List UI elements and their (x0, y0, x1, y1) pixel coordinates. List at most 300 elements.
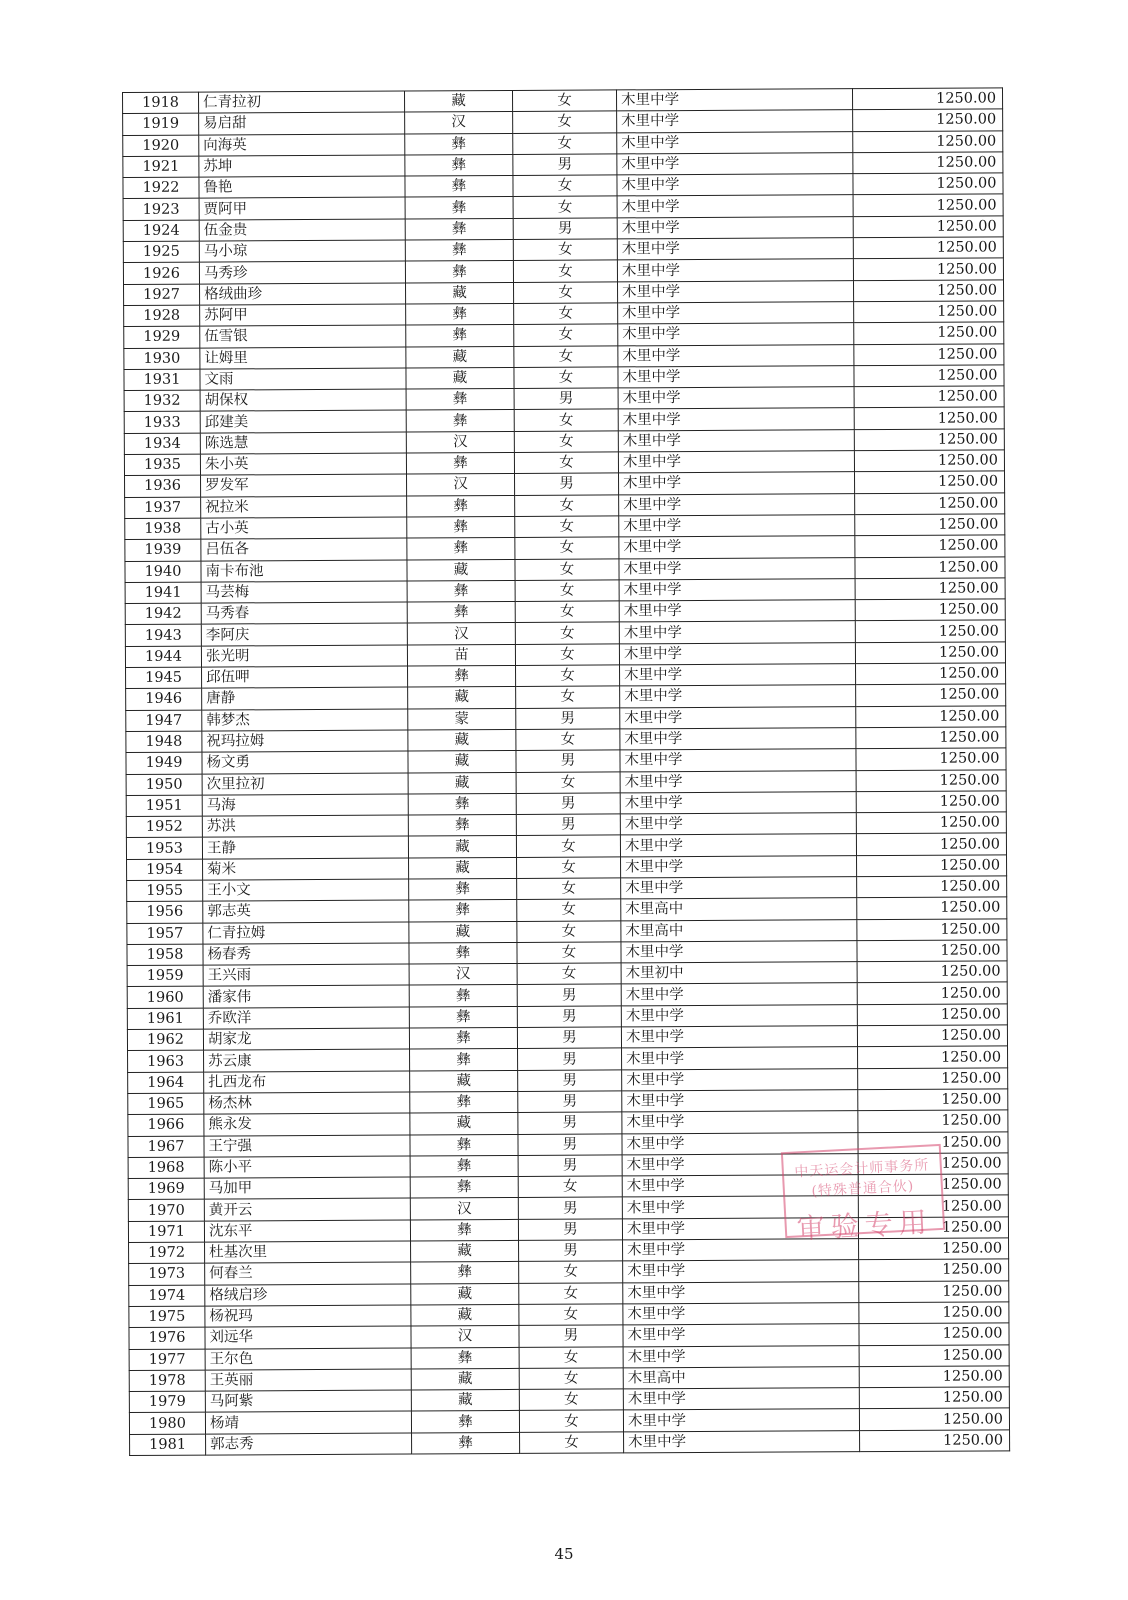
gender-cell: 女 (515, 580, 619, 602)
row-number-cell: 1930 (124, 348, 200, 370)
gender-cell: 女 (514, 303, 618, 325)
school-cell: 木里中学 (620, 813, 856, 836)
school-cell: 木里中学 (617, 238, 853, 261)
row-number-cell: 1979 (129, 1391, 205, 1413)
student-name-cell: 祝拉米 (201, 496, 407, 518)
ethnicity-cell: 彝 (410, 1091, 518, 1113)
gender-cell: 女 (517, 942, 621, 964)
row-number-cell: 1975 (129, 1306, 205, 1328)
row-number-cell: 1959 (127, 965, 203, 987)
student-name-cell: 马加甲 (204, 1177, 410, 1199)
row-number-cell: 1942 (125, 603, 201, 625)
student-name-cell: 苏阿甲 (200, 304, 406, 326)
student-name-cell: 次里拉初 (202, 773, 408, 795)
ethnicity-cell: 彝 (405, 133, 513, 155)
gender-cell: 女 (516, 665, 620, 687)
school-cell: 木里中学 (618, 451, 854, 474)
gender-cell: 男 (518, 1155, 622, 1177)
ethnicity-cell: 藏 (411, 1304, 519, 1326)
row-number-cell: 1960 (127, 987, 203, 1009)
gender-cell: 男 (517, 1027, 621, 1049)
school-cell: 木里中学 (619, 600, 855, 623)
school-cell: 木里中学 (621, 941, 857, 964)
amount-cell: 1250.00 (860, 1430, 1010, 1452)
gender-cell: 女 (515, 537, 619, 559)
row-number-cell: 1958 (127, 944, 203, 966)
ethnicity-cell: 藏 (407, 559, 515, 581)
row-number-cell: 1971 (128, 1221, 204, 1243)
school-cell: 木里中学 (622, 1068, 858, 1091)
student-name-cell: 杨靖 (205, 1411, 411, 1433)
school-cell: 木里中学 (623, 1239, 859, 1262)
student-name-cell: 文雨 (200, 368, 406, 390)
amount-cell: 1250.00 (859, 1280, 1009, 1302)
student-name-cell: 沈东平 (204, 1220, 410, 1242)
gender-cell: 男 (518, 1112, 622, 1134)
student-name-cell: 菊米 (203, 858, 409, 880)
row-number-cell: 1931 (124, 369, 200, 391)
student-name-cell: 杨祝玛 (205, 1305, 411, 1327)
amount-cell: 1250.00 (858, 1089, 1008, 1111)
school-cell: 木里中学 (622, 1047, 858, 1070)
amount-cell: 1250.00 (859, 1259, 1009, 1281)
gender-cell: 女 (515, 516, 619, 538)
school-cell: 木里中学 (620, 770, 856, 793)
gender-cell: 男 (517, 984, 621, 1006)
school-cell: 木里中学 (624, 1430, 860, 1453)
student-name-cell: 南卡布池 (201, 560, 407, 582)
ethnicity-cell: 汉 (407, 474, 515, 496)
ethnicity-cell: 藏 (408, 836, 516, 858)
row-number-cell: 1962 (127, 1029, 203, 1051)
school-cell: 木里高中 (621, 898, 857, 921)
ethnicity-cell: 藏 (404, 90, 512, 112)
student-name-cell: 邱伍呷 (202, 666, 408, 688)
amount-cell: 1250.00 (855, 535, 1005, 557)
student-name-cell: 杨春秀 (203, 943, 409, 965)
gender-cell: 男 (518, 1219, 622, 1241)
student-name-cell: 让姆里 (200, 347, 406, 369)
student-name-cell: 马芸梅 (201, 581, 407, 603)
gender-cell: 女 (514, 367, 618, 389)
row-number-cell: 1951 (126, 795, 202, 817)
amount-cell: 1250.00 (857, 1025, 1007, 1047)
amount-cell: 1250.00 (859, 1366, 1009, 1388)
school-cell: 木里中学 (622, 1154, 858, 1177)
school-cell: 木里中学 (620, 706, 856, 729)
gender-cell: 男 (519, 1325, 623, 1347)
student-name-cell: 胡保权 (200, 389, 406, 411)
school-cell: 木里中学 (617, 280, 853, 303)
row-number-cell: 1964 (128, 1072, 204, 1094)
amount-cell: 1250.00 (853, 258, 1003, 280)
school-cell: 木里中学 (620, 834, 856, 857)
gender-cell: 女 (516, 835, 620, 857)
amount-cell: 1250.00 (856, 727, 1006, 749)
amount-cell: 1250.00 (858, 1068, 1008, 1090)
amount-cell: 1250.00 (854, 386, 1004, 408)
school-cell: 木里中学 (617, 195, 853, 218)
gender-cell: 女 (513, 260, 617, 282)
amount-cell: 1250.00 (854, 471, 1004, 493)
gender-cell: 女 (517, 857, 621, 879)
gender-cell: 女 (520, 1432, 624, 1454)
row-number-cell: 1972 (129, 1242, 205, 1264)
gender-cell: 女 (516, 729, 620, 751)
student-name-cell: 王宁强 (204, 1135, 410, 1157)
amount-cell: 1250.00 (854, 429, 1004, 451)
amount-cell: 1250.00 (853, 280, 1003, 302)
student-name-cell: 苏洪 (202, 815, 408, 837)
amount-cell: 1250.00 (857, 897, 1007, 919)
ethnicity-cell: 藏 (411, 1283, 519, 1305)
ethnicity-cell: 藏 (411, 1240, 519, 1262)
student-name-cell: 王小文 (203, 879, 409, 901)
student-name-cell: 马阿紫 (205, 1390, 411, 1412)
gender-cell: 女 (512, 90, 616, 112)
student-name-cell: 杨文勇 (202, 751, 408, 773)
school-cell: 木里中学 (622, 1175, 858, 1198)
row-number-cell: 1922 (123, 177, 199, 199)
student-name-cell: 易启甜 (199, 112, 405, 134)
ethnicity-cell: 藏 (406, 282, 514, 304)
gender-cell: 女 (515, 622, 619, 644)
gender-cell: 女 (518, 1176, 622, 1198)
gender-cell: 女 (514, 409, 618, 431)
roster-table (122, 87, 1010, 1456)
school-cell: 木里中学 (620, 728, 856, 751)
ethnicity-cell: 藏 (408, 687, 516, 709)
school-cell: 木里中学 (618, 429, 854, 452)
amount-cell: 1250.00 (853, 152, 1003, 174)
amount-cell: 1250.00 (852, 88, 1002, 110)
student-name-cell: 王英丽 (205, 1369, 411, 1391)
row-number-cell: 1928 (124, 305, 200, 327)
ethnicity-cell: 彝 (407, 495, 515, 517)
gender-cell: 男 (516, 814, 620, 836)
amount-cell: 1250.00 (854, 407, 1004, 429)
school-cell: 木里高中 (623, 1366, 859, 1389)
student-name-cell: 马秀春 (201, 602, 407, 624)
roster-body (123, 88, 1010, 1456)
ethnicity-cell: 藏 (409, 921, 517, 943)
ethnicity-cell: 藏 (411, 1390, 519, 1412)
school-cell: 木里中学 (619, 557, 855, 580)
gender-cell: 女 (513, 175, 617, 197)
row-number-cell: 1929 (124, 326, 200, 348)
amount-cell: 1250.00 (859, 1302, 1009, 1324)
ethnicity-cell: 藏 (408, 772, 516, 794)
school-cell: 木里中学 (619, 642, 855, 665)
gender-cell: 女 (515, 495, 619, 517)
row-number-cell: 1945 (126, 667, 202, 689)
student-name-cell: 伍金贵 (199, 219, 405, 241)
ethnicity-cell: 蒙 (408, 708, 516, 730)
gender-cell: 女 (515, 644, 619, 666)
row-number-cell: 1949 (126, 752, 202, 774)
amount-cell: 1250.00 (858, 1195, 1008, 1217)
amount-cell: 1250.00 (858, 1174, 1008, 1196)
ethnicity-cell: 汉 (409, 964, 517, 986)
gender-cell: 女 (519, 1283, 623, 1305)
row-number-cell: 1956 (127, 901, 203, 923)
ethnicity-cell: 彝 (405, 154, 513, 176)
student-name-cell: 苏云康 (204, 1049, 410, 1071)
student-name-cell: 向海英 (199, 134, 405, 156)
stamp-line-1: 中天运会计师事务所(特殊普通合伙) (794, 1157, 930, 1200)
school-cell: 木里中学 (618, 408, 854, 431)
amount-cell: 1250.00 (856, 684, 1006, 706)
ethnicity-cell: 汉 (406, 431, 514, 453)
gender-cell: 女 (513, 111, 617, 133)
student-name-cell: 伍雪银 (200, 325, 406, 347)
table-row (130, 1430, 1010, 1456)
amount-cell: 1250.00 (856, 833, 1006, 855)
school-cell: 木里中学 (623, 1303, 859, 1326)
amount-cell: 1250.00 (855, 578, 1005, 600)
row-number-cell: 1981 (130, 1434, 206, 1456)
row-number-cell: 1943 (125, 625, 201, 647)
ethnicity-cell: 彝 (409, 1006, 517, 1028)
school-cell: 木里中学 (622, 1217, 858, 1240)
amount-cell: 1250.00 (858, 1110, 1008, 1132)
gender-cell: 女 (519, 1389, 623, 1411)
ethnicity-cell: 彝 (406, 389, 514, 411)
ethnicity-cell: 苗 (407, 644, 515, 666)
amount-cell: 1250.00 (859, 1387, 1009, 1409)
school-cell: 木里中学 (623, 1281, 859, 1304)
school-cell: 木里中学 (617, 153, 853, 176)
row-number-cell: 1952 (126, 816, 202, 838)
student-name-cell: 邱建美 (200, 410, 406, 432)
school-cell: 木里中学 (620, 791, 856, 814)
gender-cell: 男 (514, 388, 618, 410)
row-number-cell: 1969 (128, 1178, 204, 1200)
student-name-cell: 苏坤 (199, 155, 405, 177)
student-name-cell: 杜基次里 (205, 1241, 411, 1263)
row-number-cell: 1974 (129, 1285, 205, 1307)
ethnicity-cell: 彝 (406, 410, 514, 432)
student-name-cell: 陈选慧 (200, 432, 406, 454)
amount-cell: 1250.00 (856, 791, 1006, 813)
student-name-cell: 刘远华 (205, 1326, 411, 1348)
row-number-cell: 1933 (124, 412, 200, 434)
row-number-cell: 1937 (125, 497, 201, 519)
row-number-cell: 1973 (129, 1263, 205, 1285)
row-number-cell: 1963 (128, 1050, 204, 1072)
gender-cell: 女 (513, 196, 617, 218)
amount-cell: 1250.00 (858, 1046, 1008, 1068)
gender-cell: 女 (514, 431, 618, 453)
student-name-cell: 王静 (202, 836, 408, 858)
student-name-cell: 鲁艳 (199, 176, 405, 198)
gender-cell: 男 (513, 154, 617, 176)
amount-cell: 1250.00 (857, 876, 1007, 898)
ethnicity-cell: 彝 (408, 665, 516, 687)
amount-cell: 1250.00 (859, 1408, 1009, 1430)
gender-cell: 女 (516, 686, 620, 708)
ethnicity-cell: 彝 (407, 580, 515, 602)
gender-cell: 女 (514, 452, 618, 474)
gender-cell: 女 (519, 1410, 623, 1432)
school-cell: 木里中学 (623, 1345, 859, 1368)
student-name-cell: 黄开云 (204, 1198, 410, 1220)
ethnicity-cell: 彝 (409, 878, 517, 900)
gender-cell: 女 (515, 558, 619, 580)
ethnicity-cell: 彝 (407, 538, 515, 560)
ethnicity-cell: 彝 (411, 1347, 519, 1369)
ethnicity-cell: 藏 (406, 367, 514, 389)
row-number-cell: 1965 (128, 1093, 204, 1115)
gender-cell: 男 (518, 1133, 622, 1155)
school-cell: 木里中学 (619, 472, 855, 495)
gender-cell: 男 (513, 218, 617, 240)
amount-cell: 1250.00 (856, 769, 1006, 791)
school-cell: 木里中学 (617, 216, 853, 239)
school-cell: 木里中学 (621, 1026, 857, 1049)
ethnicity-cell: 彝 (405, 218, 513, 240)
student-name-cell: 贾阿甲 (199, 198, 405, 220)
amount-cell: 1250.00 (854, 343, 1004, 365)
school-cell: 木里中学 (618, 302, 854, 325)
student-name-cell: 唐静 (202, 687, 408, 709)
amount-cell: 1250.00 (855, 599, 1005, 621)
ethnicity-cell: 藏 (409, 857, 517, 879)
amount-cell: 1250.00 (857, 940, 1007, 962)
ethnicity-cell: 彝 (410, 1049, 518, 1071)
gender-cell: 男 (519, 1240, 623, 1262)
amount-cell: 1250.00 (856, 663, 1006, 685)
student-name-cell: 扎西龙布 (204, 1071, 410, 1093)
ethnicity-cell: 汉 (411, 1326, 519, 1348)
student-name-cell: 罗发军 (201, 474, 407, 496)
row-number-cell: 1967 (128, 1136, 204, 1158)
school-cell: 木里中学 (618, 344, 854, 367)
student-name-cell: 何春兰 (205, 1262, 411, 1284)
ethnicity-cell: 彝 (409, 985, 517, 1007)
ethnicity-cell: 藏 (406, 346, 514, 368)
row-number-cell: 1948 (126, 731, 202, 753)
row-number-cell: 1977 (129, 1349, 205, 1371)
amount-cell: 1250.00 (858, 1131, 1008, 1153)
row-number-cell: 1920 (123, 135, 199, 157)
student-name-cell: 仁青拉姆 (203, 922, 409, 944)
student-name-cell: 古小英 (201, 517, 407, 539)
amount-cell: 1250.00 (859, 1323, 1009, 1345)
gender-cell: 男 (518, 1197, 622, 1219)
amount-cell: 1250.00 (856, 705, 1006, 727)
amount-cell: 1250.00 (859, 1344, 1009, 1366)
school-cell: 木里中学 (623, 1324, 859, 1347)
ethnicity-cell: 彝 (408, 793, 516, 815)
row-number-cell: 1934 (124, 433, 200, 455)
school-cell: 木里中学 (621, 1004, 857, 1027)
student-name-cell: 王尔色 (205, 1348, 411, 1370)
gender-cell: 女 (514, 282, 618, 304)
audit-stamp (781, 1144, 945, 1246)
student-name-cell: 潘家伟 (203, 985, 409, 1007)
student-name-cell: 仁青拉初 (199, 91, 405, 113)
student-name-cell: 陈小平 (204, 1156, 410, 1178)
gender-cell: 女 (519, 1261, 623, 1283)
school-cell: 木里中学 (621, 855, 857, 878)
amount-cell: 1250.00 (857, 982, 1007, 1004)
row-number-cell: 1921 (123, 156, 199, 178)
school-cell: 木里中学 (618, 387, 854, 410)
school-cell: 木里中学 (622, 1090, 858, 1113)
ethnicity-cell: 藏 (411, 1368, 519, 1390)
row-number-cell: 1935 (124, 454, 200, 476)
gender-cell: 男 (515, 473, 619, 495)
ethnicity-cell: 藏 (410, 1070, 518, 1092)
amount-cell: 1250.00 (854, 322, 1004, 344)
ethnicity-cell: 彝 (409, 1028, 517, 1050)
student-name-cell: 杨杰林 (204, 1092, 410, 1114)
row-number-cell: 1926 (123, 262, 199, 284)
student-name-cell: 马秀珍 (199, 261, 405, 283)
row-number-cell: 1944 (125, 646, 201, 668)
row-number-cell: 1940 (125, 561, 201, 583)
row-number-cell: 1932 (124, 390, 200, 412)
page-number: 45 (554, 1545, 574, 1563)
ethnicity-cell: 藏 (408, 751, 516, 773)
row-number-cell: 1927 (124, 284, 200, 306)
gender-cell: 女 (517, 899, 621, 921)
ethnicity-cell: 彝 (411, 1262, 519, 1284)
amount-cell: 1250.00 (853, 216, 1003, 238)
row-number-cell: 1954 (127, 859, 203, 881)
ethnicity-cell: 彝 (406, 325, 514, 347)
gender-cell: 女 (519, 1304, 623, 1326)
row-number-cell: 1923 (123, 199, 199, 221)
student-name-cell: 郭志英 (203, 900, 409, 922)
stamp-line-2: 审验专用 (796, 1205, 934, 1246)
student-name-cell: 马海 (202, 794, 408, 816)
row-number-cell: 1968 (128, 1157, 204, 1179)
row-number-cell: 1936 (125, 475, 201, 497)
gender-cell: 女 (515, 601, 619, 623)
ethnicity-cell: 彝 (410, 1219, 518, 1241)
amount-cell: 1250.00 (856, 812, 1006, 834)
ethnicity-cell: 彝 (405, 240, 513, 262)
ethnicity-cell: 彝 (410, 1134, 518, 1156)
gender-cell: 男 (516, 750, 620, 772)
row-number-cell: 1978 (129, 1370, 205, 1392)
row-number-cell: 1957 (127, 923, 203, 945)
student-name-cell: 李阿庆 (201, 623, 407, 645)
gender-cell: 男 (518, 1070, 622, 1092)
gender-cell: 男 (516, 793, 620, 815)
ethnicity-cell: 彝 (405, 197, 513, 219)
gender-cell: 男 (518, 1091, 622, 1113)
student-name-cell: 祝玛拉姆 (202, 730, 408, 752)
amount-cell: 1250.00 (855, 514, 1005, 536)
student-name-cell: 郭志秀 (206, 1433, 412, 1455)
ethnicity-cell: 彝 (407, 516, 515, 538)
amount-cell: 1250.00 (858, 1153, 1008, 1175)
row-number-cell: 1961 (127, 1008, 203, 1030)
ethnicity-cell: 汉 (405, 112, 513, 134)
ethnicity-cell: 汉 (410, 1198, 518, 1220)
school-cell: 木里中学 (622, 1132, 858, 1155)
amount-cell: 1250.00 (855, 642, 1005, 664)
gender-cell: 女 (513, 239, 617, 261)
row-number-cell: 1953 (126, 837, 202, 859)
school-cell: 木里中学 (617, 259, 853, 282)
gender-cell: 女 (514, 345, 618, 367)
row-number-cell: 1947 (126, 710, 202, 732)
student-name-cell: 朱小英 (200, 453, 406, 475)
